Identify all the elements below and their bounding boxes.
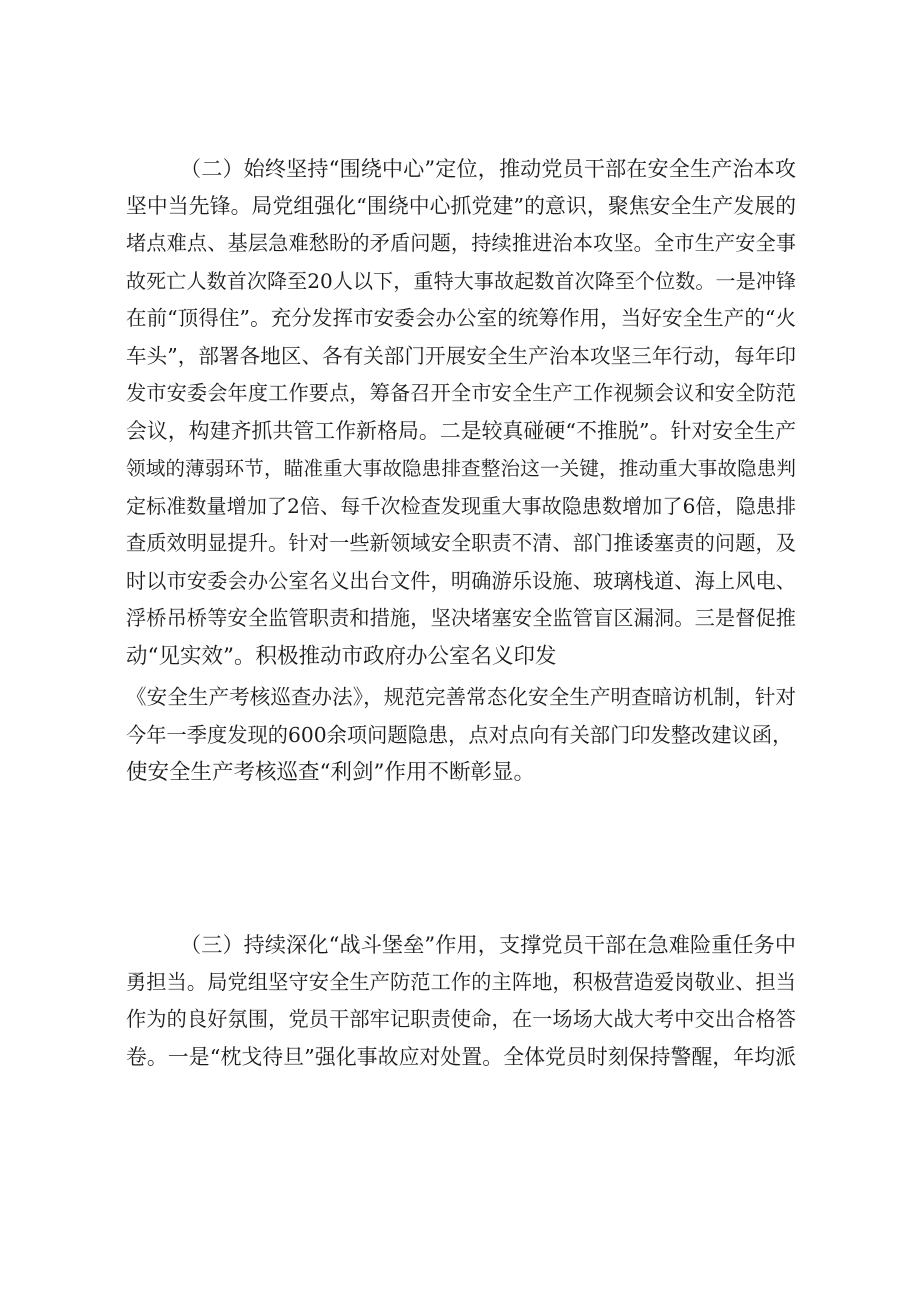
text-line: 在前“顶得住”。充分发挥市安委会办公室的统筹作用，当好安全生产的“火 (126, 306, 796, 330)
text-line: 堵点难点、基层急难愁盼的矛盾问题，持续推进治本攻坚。全市生产安全事 (126, 231, 796, 255)
text-line: 定标准数量增加了2倍、每千次检查发现重大事故隐患数增加了6倍，隐患排 (126, 493, 796, 518)
text-line: （三）持续深化“战斗堡垒”作用，支撑党员干部在急难险重任务中 (180, 932, 796, 957)
text-line: 会议，构建齐抓共管工作新格局。二是较真碰硬“不推脱”。针对安全生产 (126, 418, 796, 443)
text-line: （二）始终坚持“围绕中心”定位，推动党员干部在安全生产治本攻 (180, 156, 796, 181)
text-line: 发市安委会年度工作要点，筹备召开全市安全生产工作视频会议和安全防范 (126, 381, 796, 405)
text-line: 浮桥吊桥等安全监管职责和措施，坚决堵塞安全监管盲区漏洞。三是督促推 (126, 606, 796, 630)
text-line: 今年一季度发现的600余项问题隐患，点对点向有关部门印发整改建议函， (126, 722, 793, 747)
text-line: 领域的薄弱环节，瞄准重大事故隐患排查整治这一关键，推动重大事故隐患判 (126, 457, 796, 480)
text-line: 时以市安委会办公室名义出台文件，明确游乐设施、玻璃栈道、海上风电、 (126, 568, 796, 593)
text-line: 作为的良好氛围，党员干部牢记职责使命，在一场场大战大考中交出合格答 (126, 1007, 796, 1031)
text-line: 卷。一是“枕戈待旦”强化事故应对处置。全体党员时刻保持警醒，年均派 (126, 1044, 796, 1069)
text-line: 使安全生产考核巡查“利剑”作用不断彰显。 (126, 760, 535, 785)
text-line: 车头”，部署各地区、各有关部门开展安全生产治本攻坚三年行动，每年印 (126, 343, 796, 368)
text-line: 查质效明显提升。针对一些新领域安全职责不清、部门推诿塞责的问题，及 (126, 531, 796, 555)
paragraph-section-2 (126, 150, 796, 792)
text-line: 《安全生产考核巡查办法》，规范完善常态化安全生产明查暗访机制，针对 (126, 685, 796, 709)
text-line: 动“见实效”。积极推动市政府办公室名义印发 (126, 643, 557, 669)
paragraph-section-3 (126, 926, 796, 1076)
text-line: 故死亡人数首次降至20人以下，重特大事故起数首次降至个位数。一是冲锋 (126, 268, 796, 293)
text-line: 勇担当。局党组坚守安全生产防范工作的主阵地，积极营造爱岗敬业、担当 (126, 969, 796, 994)
text-line: 坚中当先锋。局党组强化“围绕中心抓党建”的意识，聚焦安全生产发展的 (126, 193, 796, 218)
